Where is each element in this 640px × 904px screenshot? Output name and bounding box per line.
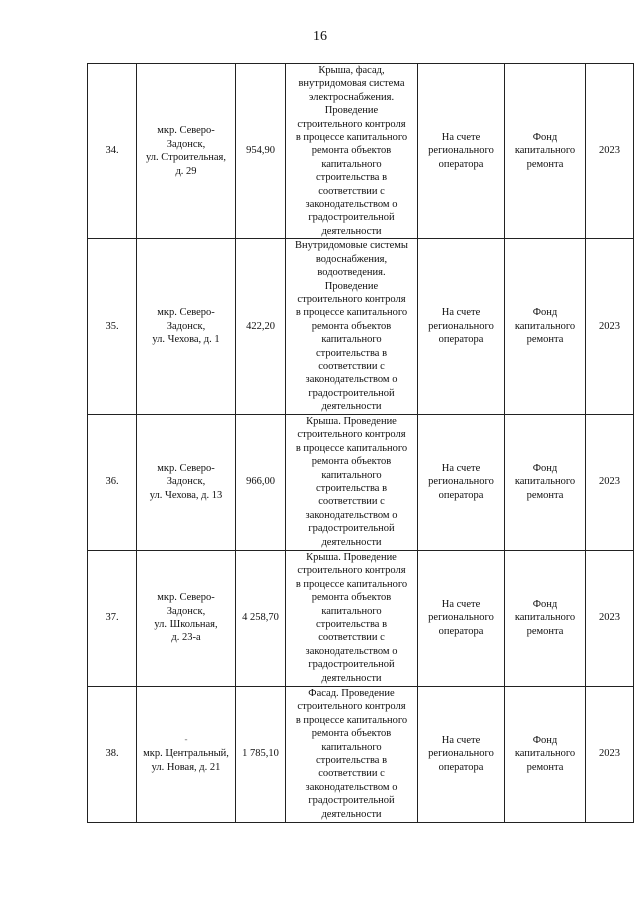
row-number-cell: 38. <box>88 686 137 822</box>
funding-source-cell: Фонд капитального ремонта <box>505 64 586 239</box>
year-cell: 2023 <box>586 64 634 239</box>
works-cell: Крыша, фасад, внутридомовая система электроснабжения. Проведение строительного контроля в процессе капитального ремонта объектов капитального строительства в соответствии с законодательством о градостроительной деятельности <box>286 64 418 239</box>
table-row <box>88 414 634 550</box>
row-number-cell: 36. <box>88 414 137 550</box>
table-row <box>88 550 634 686</box>
table-row <box>88 64 634 239</box>
area-cell: 422,20 <box>236 239 286 414</box>
funding-source-cell: Фонд капитального ремонта <box>505 686 586 822</box>
account-cell: На счете регионального оператора <box>418 686 505 822</box>
area-cell: 966,00 <box>236 414 286 550</box>
funding-source-cell: Фонд капитального ремонта <box>505 550 586 686</box>
funding-source-cell: Фонд капитального ремонта <box>505 239 586 414</box>
works-cell: Внутридомовые системы водоснабжения, водоотведения. Проведение строительного контроля в процессе капитального ремонта объектов капитального строительства в соответствии с законодательством о градостроительной деятельности <box>286 239 418 414</box>
address-cell: мкр. Северо- Задонск, ул. Школьная, д. 23-а <box>137 550 236 686</box>
works-cell: Крыша. Проведение строительного контроля в процессе капитального ремонта объектов капитального строительства в соответствии с законодательством о градостроительной деятельности <box>286 414 418 550</box>
row-number-cell: 35. <box>88 239 137 414</box>
year-cell: 2023 <box>586 239 634 414</box>
works-cell: Крыша. Проведение строительного контроля в процессе капитального ремонта объектов капитального строительства в соответствии с законодательством о градостроительной деятельности <box>286 550 418 686</box>
area-cell: 954,90 <box>236 64 286 239</box>
year-cell: 2023 <box>586 414 634 550</box>
year-cell: 2023 <box>586 686 634 822</box>
area-cell: 4 258,70 <box>236 550 286 686</box>
address-cell: мкр. Северо- Задонск, ул. Чехова, д. 13 <box>137 414 236 550</box>
address-mark: - <box>184 734 188 745</box>
account-cell: На счете регионального оператора <box>418 414 505 550</box>
page-number: 16 <box>313 29 327 44</box>
repair-program-table <box>87 63 634 823</box>
year-cell: 2023 <box>586 550 634 686</box>
account-cell: На счете регионального оператора <box>418 64 505 239</box>
account-cell: На счете регионального оператора <box>418 550 505 686</box>
table-row <box>88 686 634 822</box>
address-cell: мкр. Северо- Задонск, ул. Строительная, д. 29 <box>137 64 236 239</box>
row-number-cell: 37. <box>88 550 137 686</box>
address-cell: - мкр. Центральный, ул. Новая, д. 21 <box>137 686 236 822</box>
account-cell: На счете регионального оператора <box>418 239 505 414</box>
works-cell: Фасад. Проведение строительного контроля в процессе капитального ремонта объектов капитального строительства в соответствии с законодательством о градостроительной деятельности <box>286 686 418 822</box>
funding-source-cell: Фонд капитального ремонта <box>505 414 586 550</box>
table-row <box>88 239 634 414</box>
row-number-cell: 34. <box>88 64 137 239</box>
address-cell: мкр. Северо- Задонск, ул. Чехова, д. 1 <box>137 239 236 414</box>
area-cell: 1 785,10 <box>236 686 286 822</box>
